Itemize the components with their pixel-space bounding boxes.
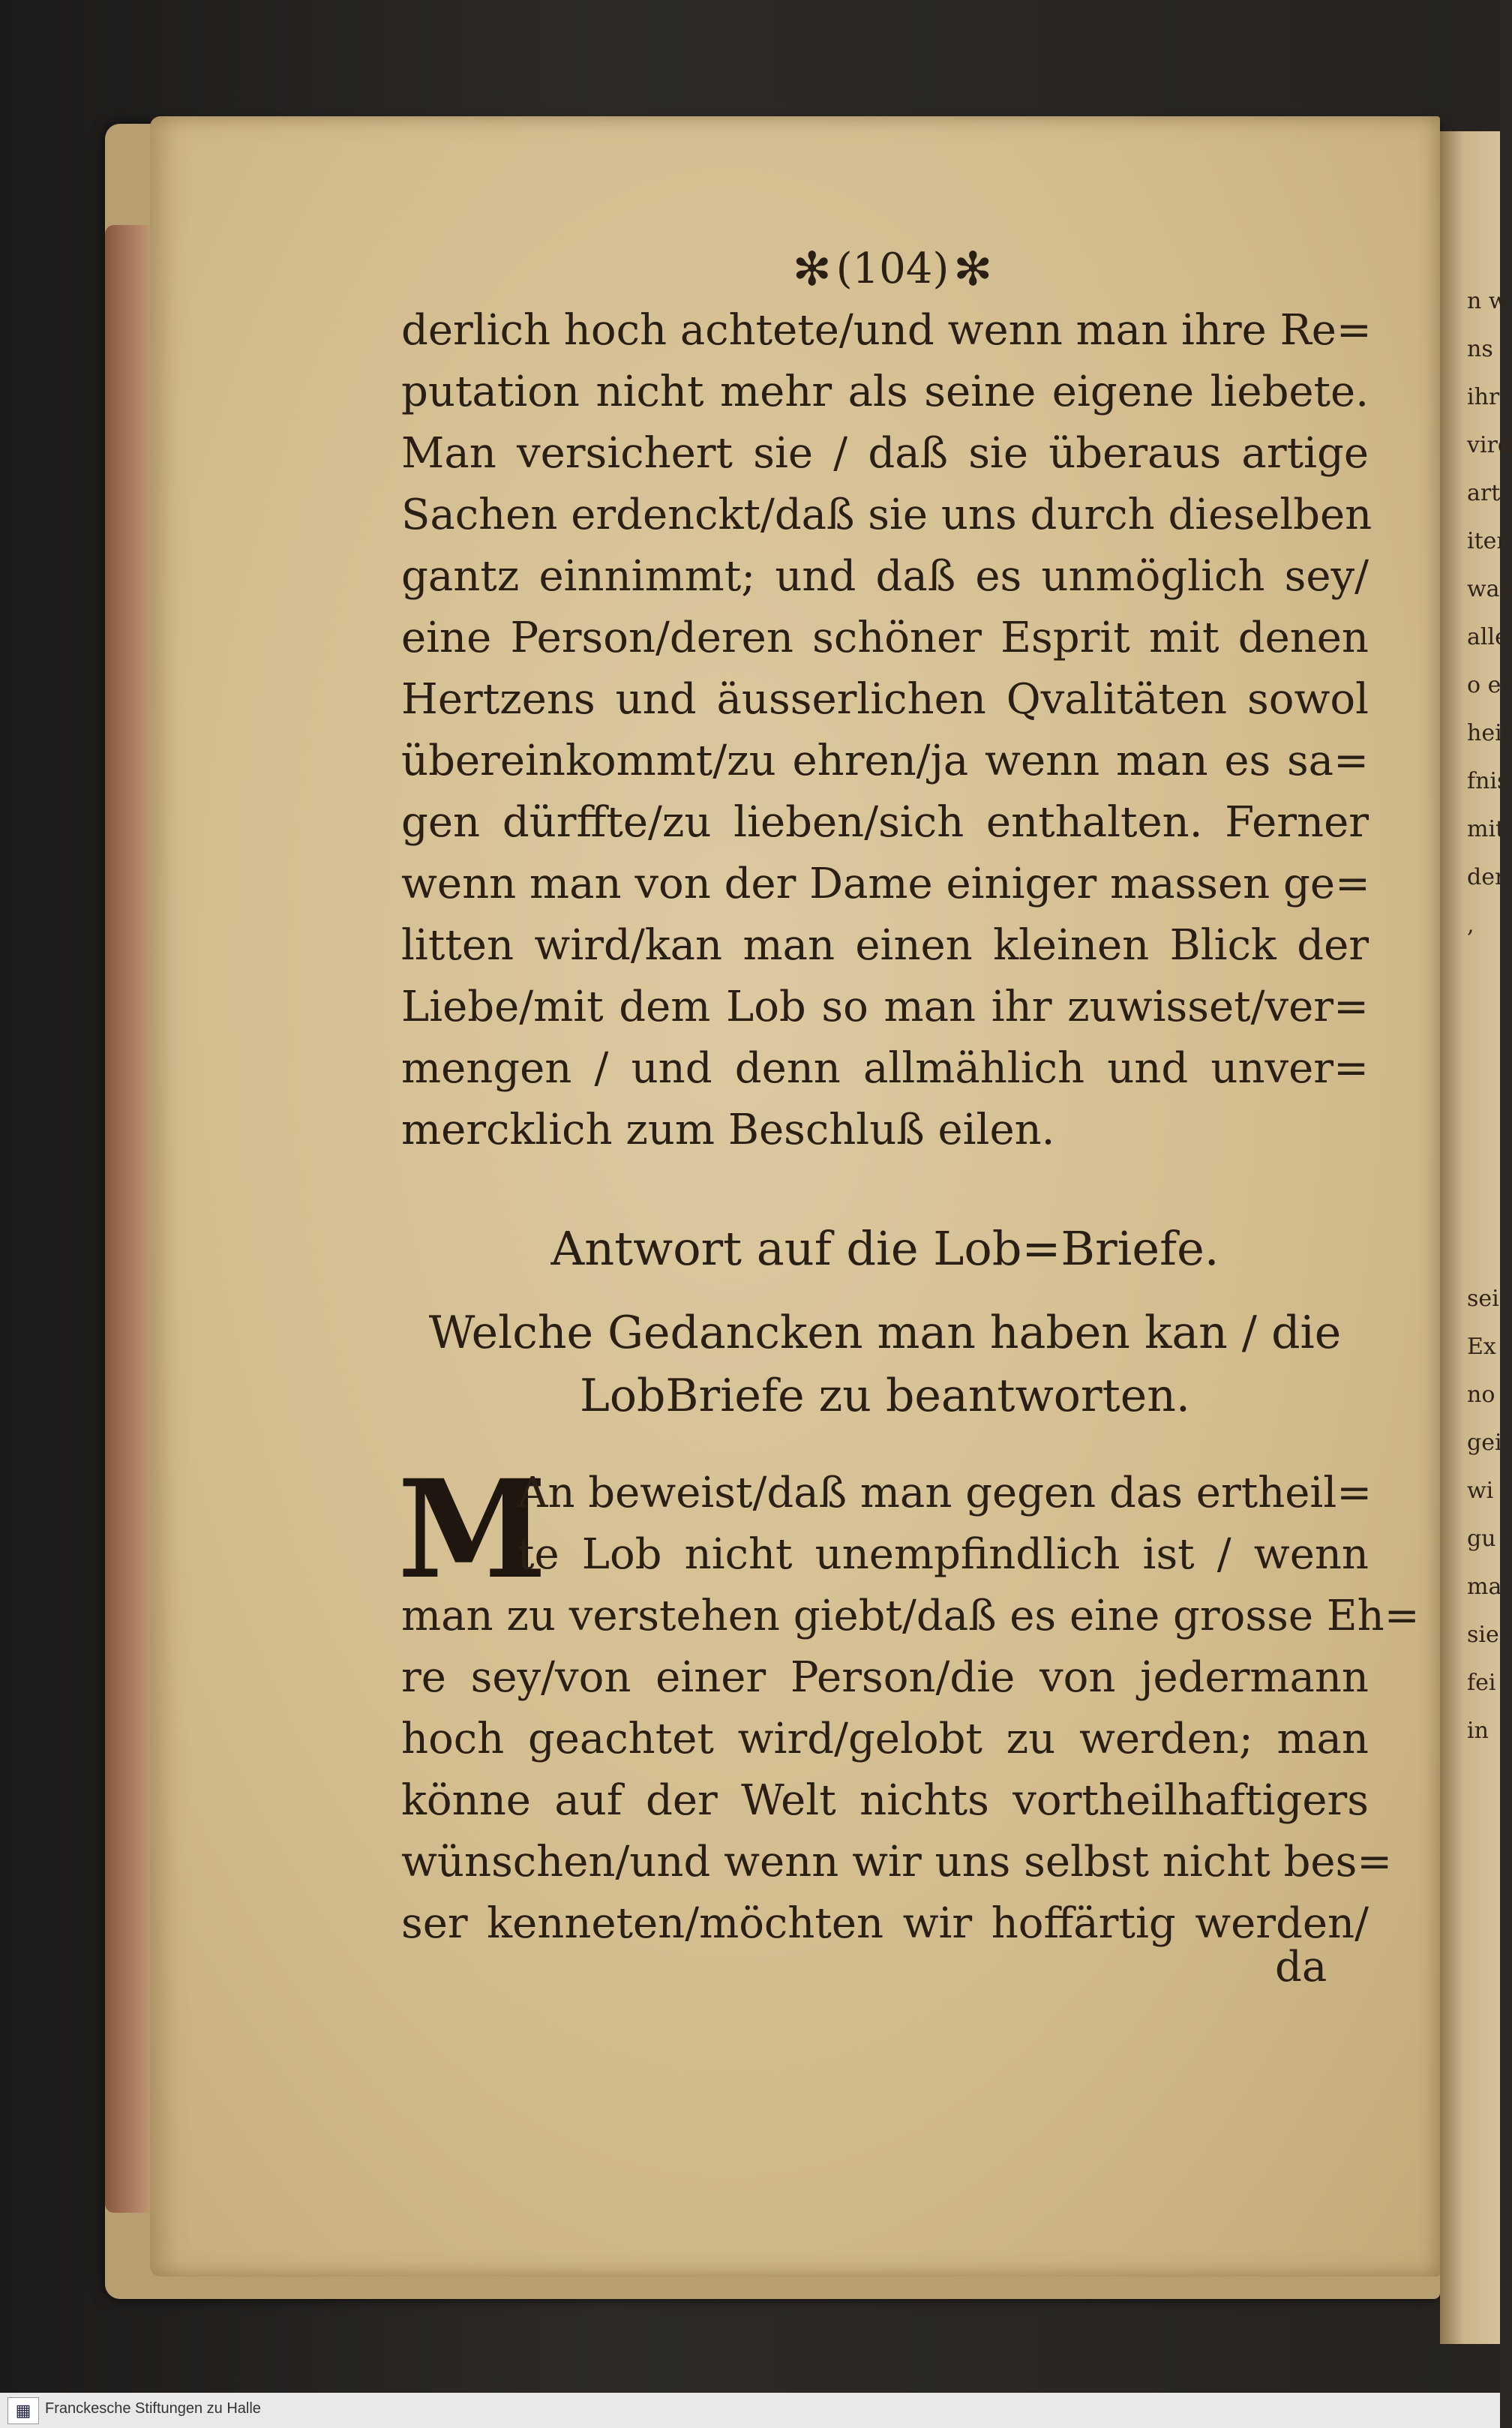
text-line: wünschen/und wenn wir uns selbst nicht bes=: [401, 1838, 1393, 1886]
text-line: hoch geachtet wird/gelobt zu werden; man: [401, 1715, 1369, 1763]
text-line: te Lob nicht unempfindlich ist / wenn: [518, 1530, 1369, 1579]
text-line: Hertzens und äusserlichen Qvalitäten sowol: [401, 675, 1369, 724]
text-line: litten wird/kan man einen kleinen Blick der: [401, 921, 1369, 970]
text-line: Liebe/mit dem Lob so man ihr zuwisset/ver=: [401, 983, 1369, 1031]
subsection-heading: [401, 1301, 1369, 1427]
ornament-right-icon: ✻: [953, 241, 993, 296]
institution-logo-icon: ▦: [8, 2397, 39, 2424]
adjacent-page-text-top: n w ns ihr vird art iter was alle o er heit fnis mit der ,: [1467, 288, 1512, 938]
text-line: derlich hoch achtete/und wenn man ihre Re=: [401, 306, 1372, 355]
text-line: ser kenneten/möchten wir hoffärtig werden/: [401, 1899, 1369, 1948]
text-line: könne auf der Welt nichts vortheilhaftigers: [401, 1776, 1369, 1825]
text-line: man zu verstehen giebt/daß es eine grosse Eh=: [401, 1592, 1420, 1640]
adjacent-page-text-bottom: sei Ex no gei wi gu ma sie fei in: [1467, 1286, 1502, 1744]
catchword: da: [1275, 1943, 1328, 1991]
text-line: eine Person/deren schöner Esprit mit denen: [401, 614, 1369, 662]
subsection-heading-line: Welche Gedancken man haben kan / die: [428, 1307, 1342, 1359]
text-line: gantz einnimmt; und daß es unmöglich sey/: [401, 552, 1369, 601]
text-line: mercklich zum Beschluß eilen.: [401, 1106, 1055, 1154]
text-line: Sachen erdenckt/daß sie uns durch dieselben: [401, 491, 1372, 539]
text-line: Man versichert sie / daß sie überaus artige: [401, 429, 1369, 478]
text-line: gen dürffte/zu lieben/sich enthalten. Ferner: [401, 798, 1369, 847]
paragraph-2: [401, 1463, 1420, 1955]
section-heading: Antwort auf die Lob=Briefe.: [550, 1221, 1220, 1276]
drop-cap: M: [398, 1451, 548, 1609]
subsection-heading-line: LobBriefe zu beantworten.: [580, 1370, 1190, 1422]
text-line: mengen / und denn allmählich und unver=: [401, 1044, 1369, 1093]
paragraph-1: [401, 300, 1372, 1161]
text-line: An beweist/daß man gegen das ertheil=: [518, 1469, 1372, 1517]
page-header: [742, 239, 1042, 299]
text-line: übereinkommt/zu ehren/ja wenn man es sa=: [401, 737, 1369, 785]
footer-credit: Franckesche Stiftungen zu Halle: [45, 2400, 261, 2417]
text-line: wenn man von der Dame einiger massen ge=: [401, 860, 1370, 908]
text-line: re sey/von einer Person/die von jedermann: [401, 1653, 1369, 1702]
page-number: (104): [836, 244, 950, 293]
ornament-left-icon: ✻: [792, 241, 832, 296]
text-line: putation nicht mehr als seine eigene liebete.: [401, 368, 1369, 416]
